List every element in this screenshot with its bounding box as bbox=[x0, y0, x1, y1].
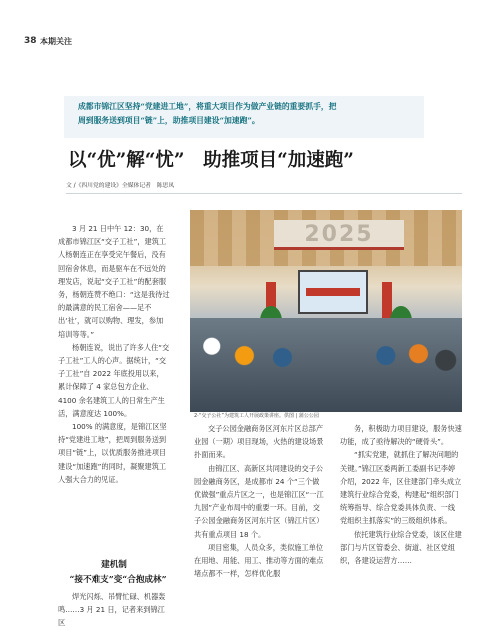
subhead-secondary: “接不难支”变“合抱成林” bbox=[69, 575, 167, 585]
article-column-left-continued bbox=[58, 590, 170, 630]
section-tag: 本期关注 bbox=[40, 37, 72, 46]
article-column-middle bbox=[194, 422, 324, 580]
page-number: 38 bbox=[24, 36, 37, 46]
article-column-left bbox=[58, 222, 170, 486]
paragraph: “抓实党建，就抓住了解决问题的关键。”锦江区委两新工委副书记李婷介绍，2022 年，区住建部门牵头成立建筑行业综合党委，构建起“组织部门统筹指导、综合党委具体负责、一线党组织主抓落实”的三级组织体系。 bbox=[340, 450, 462, 526]
paragraph: 交子公园金融商务区河东片区总部产业园（一期）项目现场，火热的建设场景扑面而来。 bbox=[194, 424, 324, 460]
paragraph: 3 月 21 日中午 12：30，在成都市锦江区“交子工社”，建筑工人杨朝连正在享受完午餐后，没有回宿舍休息，而是驱车在不远处的理发店，说起“交子工社”的配套服务，杨朝连赞不绝口：“这是我待过的最满意的民工宿舍——足不出‘社’，就可以购物、理发，参加培训等等。” bbox=[58, 224, 170, 339]
photo-audience bbox=[190, 318, 462, 412]
paragraph: 由锦江区、高新区共同建设的交子公园金融商务区，是成都市 24 个“三个做优做强”重点片区之一，也是锦江区“一江九园”产业布局中的重要一环。目前，交子公园金融商务区河东片区（锦江片区）共有重点项目 18 个。 bbox=[194, 463, 324, 539]
photo-wall-text: 2025 bbox=[304, 222, 374, 247]
photo-caption: 2·“交子公社”为建筑工人开展政策讲座。供图 | 蒲公公园 bbox=[194, 413, 319, 419]
byline: 文 /《四川党的建设》全媒体记者 陈思凤 bbox=[66, 183, 175, 189]
headline: 以“优”解“忧” 助推项目“加速跑” bbox=[68, 150, 354, 171]
paragraph: 100% 的满意度，是锦江区坚持“党建进工地”，把周到服务送到项目“链”上，以优质服务推进项目建设“加速跑”的同时，凝聚建筑工人强大合力的见证。 bbox=[58, 422, 167, 484]
lead-box bbox=[64, 96, 424, 138]
subhead-primary: 建机制 bbox=[101, 560, 127, 570]
article-photo bbox=[190, 210, 462, 412]
paragraph: 焊光闪烁、吊臂忙碌、机器轰鸣……3 月 21 日，记者来到锦江区 bbox=[58, 592, 166, 628]
paragraph: 杨朝连说，说出了许多人住“交子工社”工人的心声。据统计，“交子工社”自 2022 年底投用以来，累计保障了 4 家总包方企业、4100 余名建筑工人的日常生产生活，满意度达 100%。 bbox=[58, 342, 170, 418]
paragraph: 依托建筑行业综合党委，该区住建部门与片区管委会、街道、社区党组织，各建设运营方…… bbox=[340, 529, 462, 566]
lead-line: 成都市锦江区坚持“党建进工地”，将重大项目作为做产业链的重要抓手，把 bbox=[78, 102, 337, 111]
divider bbox=[66, 193, 462, 194]
photo-screen bbox=[298, 270, 368, 314]
article-column-right bbox=[340, 422, 462, 567]
paragraph: 务，积极助力项目建设，服务快速功能，成了亟待解决的“硬骨头”。 bbox=[340, 424, 462, 447]
photo-screen-bar bbox=[306, 288, 360, 296]
lead-line: 周到服务送到项目“链”上，助推项目建设“加速跑”。 bbox=[78, 116, 260, 125]
photo-logo-wall bbox=[274, 220, 404, 250]
paragraph: 项目密集，人员众多，类似施工单位在用地、用能、用工、推动等方面的难点堵点都不一样，怎样优化服 bbox=[194, 542, 324, 579]
